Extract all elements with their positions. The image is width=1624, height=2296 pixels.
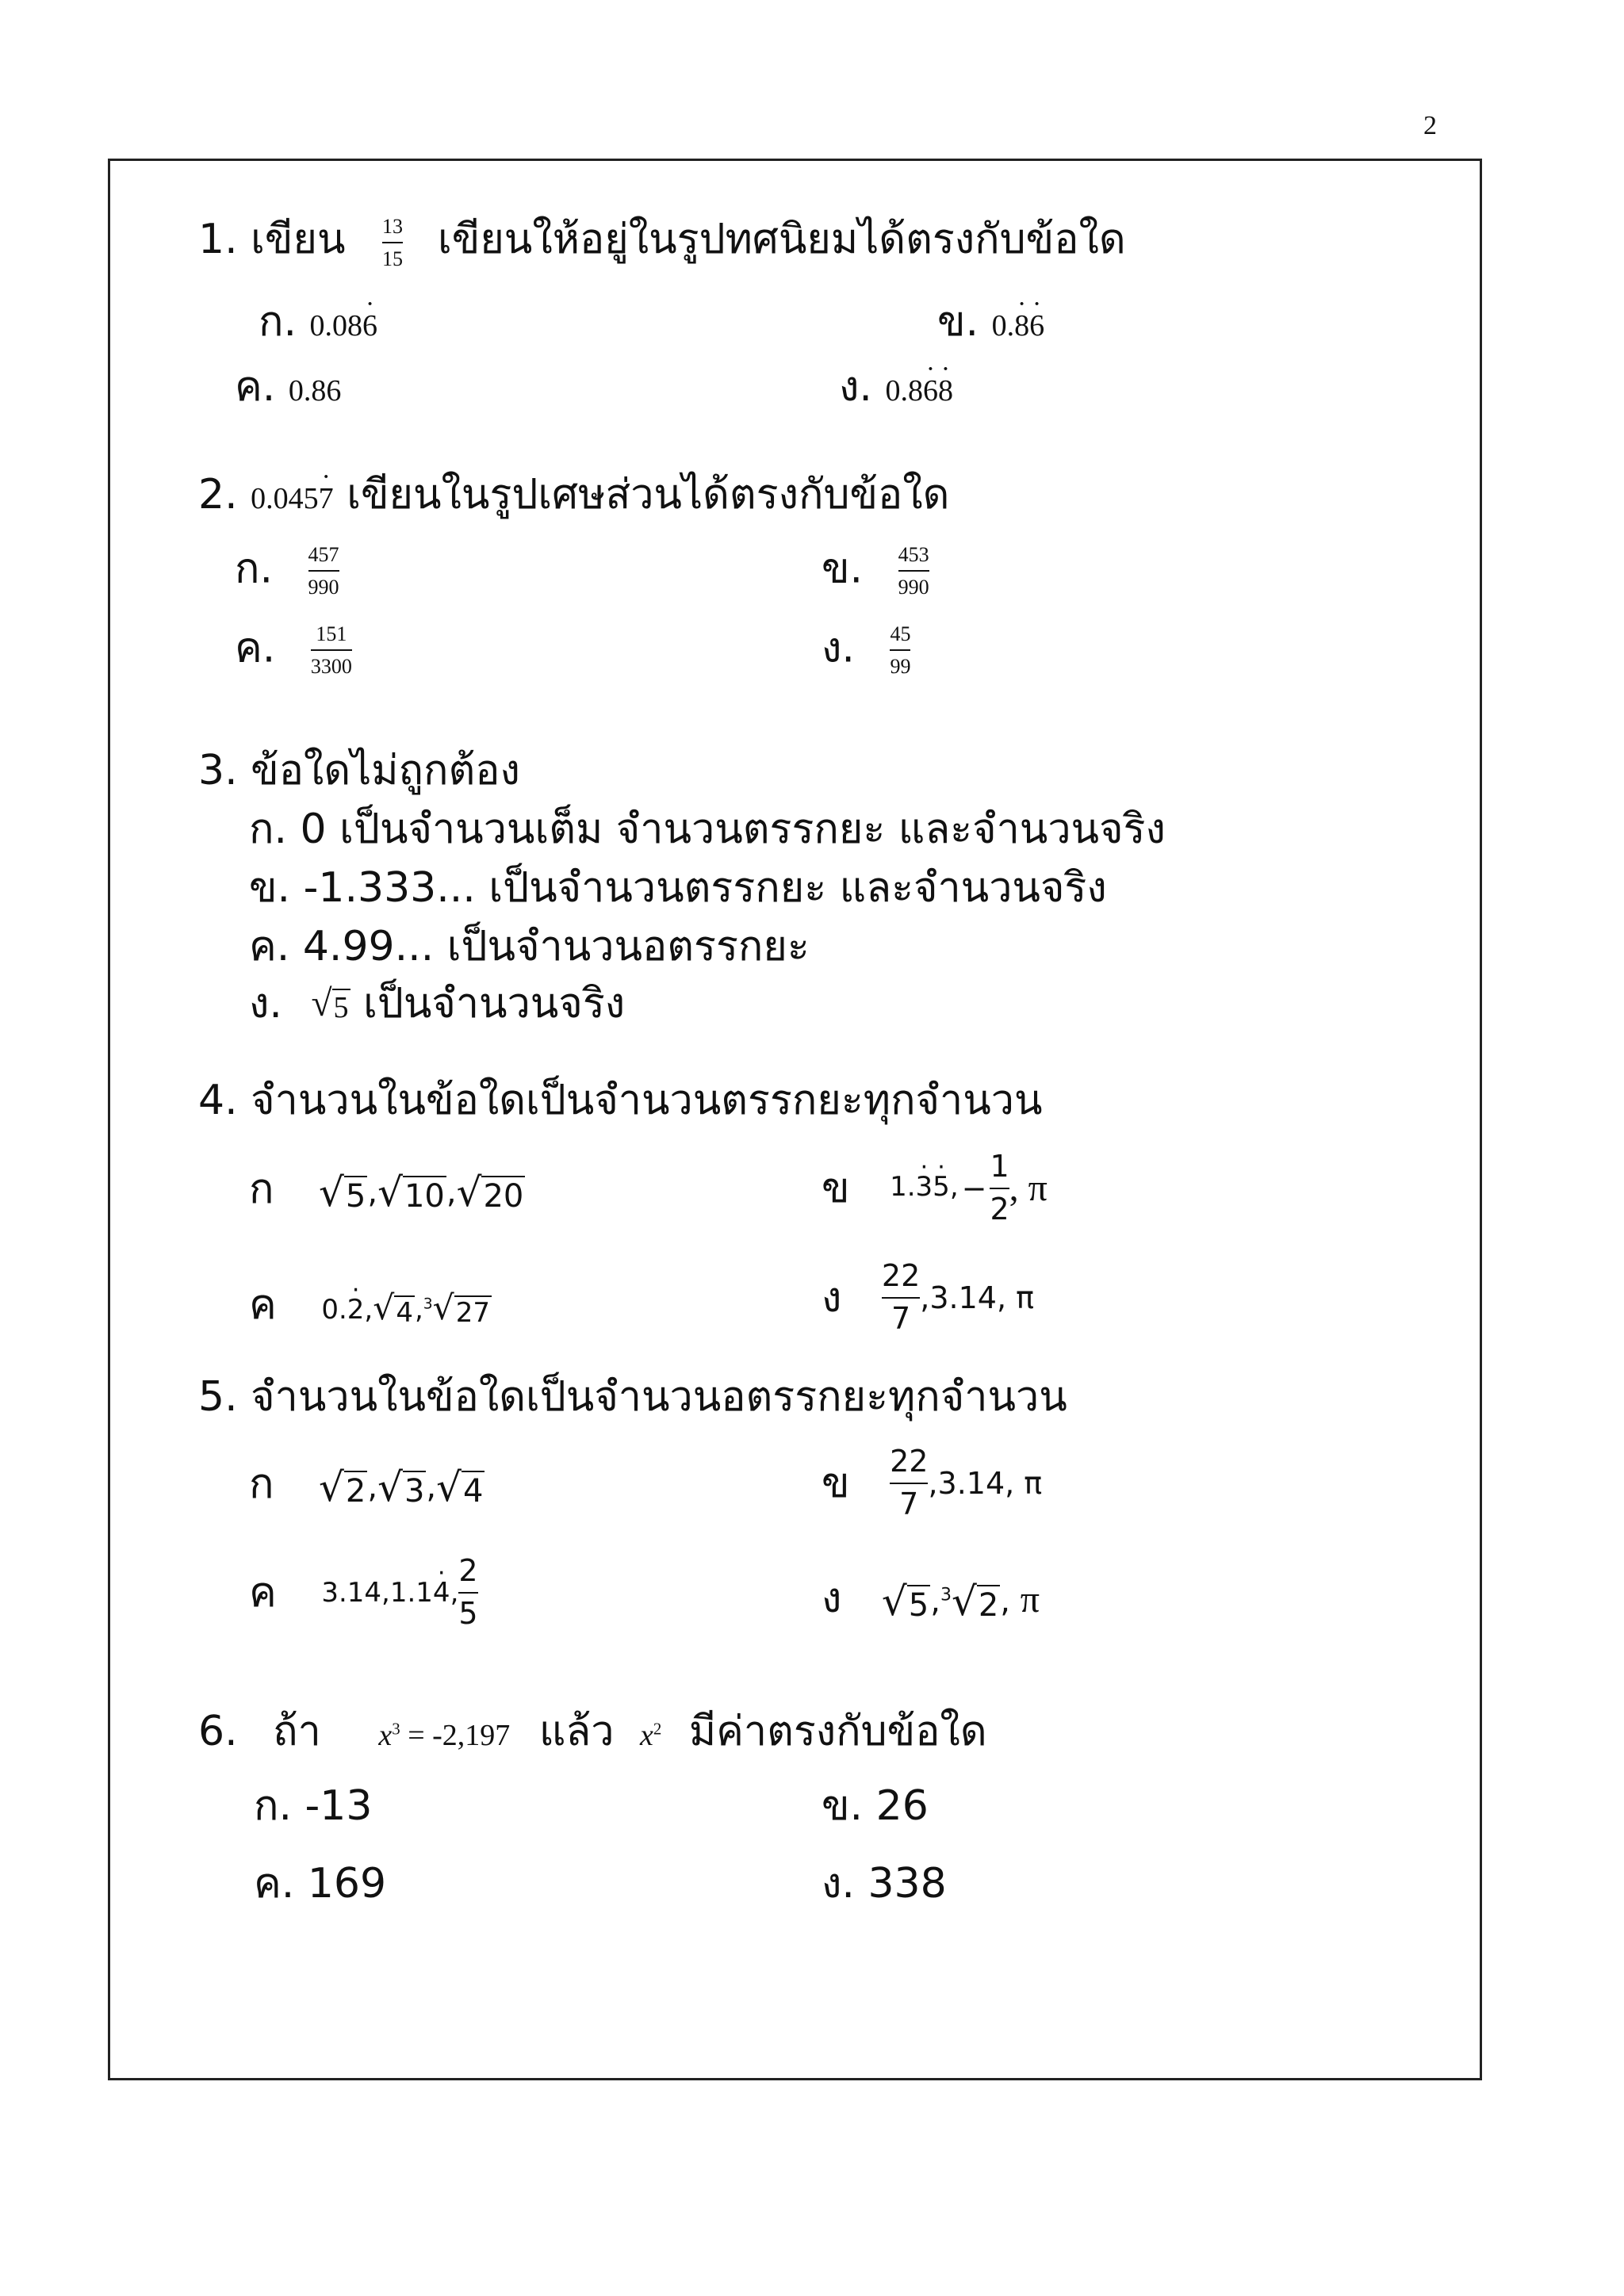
option-label: ค bbox=[249, 1281, 277, 1329]
option-expression: √ 5 ,$^3$ √ 2 , π bbox=[881, 1578, 1040, 1624]
question-5 bbox=[198, 1373, 1067, 1421]
option-fraction: $\frac{1}{2}$ bbox=[990, 1149, 1009, 1226]
q3-option-c[interactable]: ค. 4.99... เป็นจำนวนอตรรกยะ bbox=[249, 923, 810, 970]
q6-option-b[interactable]: ข. 26 bbox=[822, 1782, 929, 1830]
page-number: 2 bbox=[1423, 111, 1437, 140]
q6-option-a[interactable]: ก. -13 bbox=[254, 1782, 373, 1830]
q1-frac-numerator: 13 bbox=[382, 215, 403, 238]
q1-frac-denominator: 15 bbox=[382, 247, 403, 271]
q6-number: 6. bbox=[198, 1708, 238, 1755]
q2-option-c[interactable] bbox=[235, 623, 352, 678]
q3-option-d[interactable] bbox=[249, 980, 626, 1027]
option-expression: 1.· 3· 5, − bbox=[890, 1171, 990, 1203]
option-value: 0.08· 6 bbox=[310, 309, 378, 342]
option-expression: 3.14,1.1· 4, bbox=[321, 1577, 458, 1609]
question-2 bbox=[198, 471, 950, 519]
q3-option-b[interactable]: ข. -1.333... เป็นจำนวนตรรกยะ และจำนวนจริง bbox=[249, 864, 1107, 912]
q6-mid: แล้ว bbox=[538, 1708, 615, 1755]
option-label: ข bbox=[822, 1459, 850, 1507]
q6-prefix: ถ้า bbox=[273, 1708, 321, 1755]
option-label: ก bbox=[249, 1460, 274, 1508]
sqrt-expression: √ 5 bbox=[311, 985, 350, 1027]
q4-number: 4. bbox=[198, 1077, 238, 1124]
q1-number: 1. bbox=[198, 216, 238, 263]
option-expression: √ 5 , √ 10 , √ 20 bbox=[319, 1169, 524, 1215]
q5-option-c[interactable] bbox=[249, 1553, 478, 1631]
option-label: ข. bbox=[822, 545, 864, 593]
q5-text: จำนวนในข้อใดเป็นจำนวนอตรรกยะทุกจำนวน bbox=[251, 1373, 1067, 1421]
option-label: ง bbox=[822, 1575, 842, 1622]
q1-option-d[interactable] bbox=[839, 363, 953, 411]
q4-option-c[interactable] bbox=[249, 1281, 492, 1330]
q3-text: ข้อใดไม่ถูกต้อง bbox=[251, 747, 520, 794]
q1-option-b[interactable] bbox=[937, 298, 1045, 346]
option-label: ค. bbox=[235, 624, 276, 672]
option-rest: ,3.14, π bbox=[928, 1465, 1043, 1501]
option-label: ค bbox=[249, 1568, 277, 1617]
option-label: ง bbox=[822, 1273, 842, 1322]
q6-equation: $x^3 = -2,197$ bbox=[378, 1719, 511, 1752]
q1-prefix: เขียน bbox=[251, 216, 346, 263]
option-text: เป็นจำนวนจริง bbox=[363, 980, 626, 1027]
question-1 bbox=[198, 216, 346, 263]
q1-text: เขียนให้อยู่ในรูปทศนิยมได้ตรงกับข้อใด bbox=[438, 216, 1126, 263]
option-value: 0.· 8· 6 bbox=[992, 309, 1045, 342]
option-value: 0.86 bbox=[288, 374, 342, 408]
option-label: ก bbox=[249, 1165, 274, 1213]
q6-x-squared: $x^2$ bbox=[639, 1719, 662, 1752]
q1-option-a[interactable] bbox=[259, 298, 378, 346]
q4-option-a[interactable] bbox=[249, 1165, 525, 1215]
option-fraction: $\frac{45}{99}$ bbox=[890, 622, 911, 679]
q5-option-b[interactable] bbox=[822, 1446, 1042, 1521]
q3-option-a[interactable]: ก. 0 เป็นจำนวนเต็ม จำนวนตรรกยะ และจำนวนจริง bbox=[249, 806, 1166, 853]
q2-number: 2. bbox=[198, 471, 238, 519]
q2-decimal: 0.045· 7 bbox=[251, 482, 334, 515]
option-label: ข bbox=[822, 1164, 850, 1212]
question-6 bbox=[198, 1708, 987, 1755]
option-label: ง. bbox=[249, 980, 282, 1027]
q5-option-d[interactable] bbox=[822, 1575, 1040, 1624]
q5-number: 5. bbox=[198, 1373, 238, 1421]
option-label: ก. bbox=[259, 298, 297, 346]
q3-number: 3. bbox=[198, 747, 238, 794]
option-label: ค. bbox=[235, 363, 276, 411]
q4-option-b[interactable]: ข 1.· 3· 5, − $\frac{1}{2}$ , π bbox=[822, 1151, 1048, 1226]
option-fraction: $\frac{22}{7}$ bbox=[890, 1444, 929, 1521]
option-label: ง. bbox=[822, 624, 855, 672]
q2-option-b[interactable] bbox=[822, 544, 929, 599]
option-fraction: $\frac{22}{7}$ bbox=[881, 1258, 921, 1336]
q6-text: มีค่าตรงกับข้อใด bbox=[688, 1708, 987, 1755]
q2-text: เขียนในรูปเศษส่วนได้ตรงกับข้อใด bbox=[347, 471, 950, 519]
question-3 bbox=[198, 747, 520, 794]
option-fraction: $\frac{151}{3300}$ bbox=[310, 622, 352, 679]
option-rest: ,3.14, π bbox=[920, 1280, 1035, 1315]
option-value: 0.8· 6· 8 bbox=[885, 374, 953, 408]
q1-fraction bbox=[382, 216, 403, 270]
option-expression: 0.· 2, √ 4 ,$^3$ √ 27 bbox=[321, 1294, 492, 1326]
question-4 bbox=[198, 1077, 1043, 1124]
option-fraction: $\frac{2}{5}$ bbox=[458, 1553, 478, 1631]
q6-option-d[interactable]: ง. 338 bbox=[822, 1860, 947, 1908]
q6-option-c[interactable]: ค. 169 bbox=[254, 1860, 387, 1908]
option-fraction: $\frac{453}{990}$ bbox=[898, 543, 929, 599]
option-fraction: $\frac{457}{990}$ bbox=[308, 543, 339, 599]
option-label: ก. bbox=[235, 545, 274, 593]
option-label: ง. bbox=[839, 363, 872, 411]
q4-text: จำนวนในข้อใดเป็นจำนวนตรรกยะทุกจำนวน bbox=[251, 1077, 1043, 1124]
q4-option-d[interactable] bbox=[822, 1258, 1035, 1336]
q2-option-a[interactable] bbox=[235, 544, 339, 599]
option-label: ข. bbox=[937, 298, 979, 346]
q1-option-c[interactable] bbox=[235, 363, 342, 411]
option-expression: √ 2 , √ 3 , √ 4 bbox=[319, 1464, 484, 1510]
q5-option-a[interactable] bbox=[249, 1460, 485, 1510]
q2-option-d[interactable] bbox=[822, 623, 910, 678]
